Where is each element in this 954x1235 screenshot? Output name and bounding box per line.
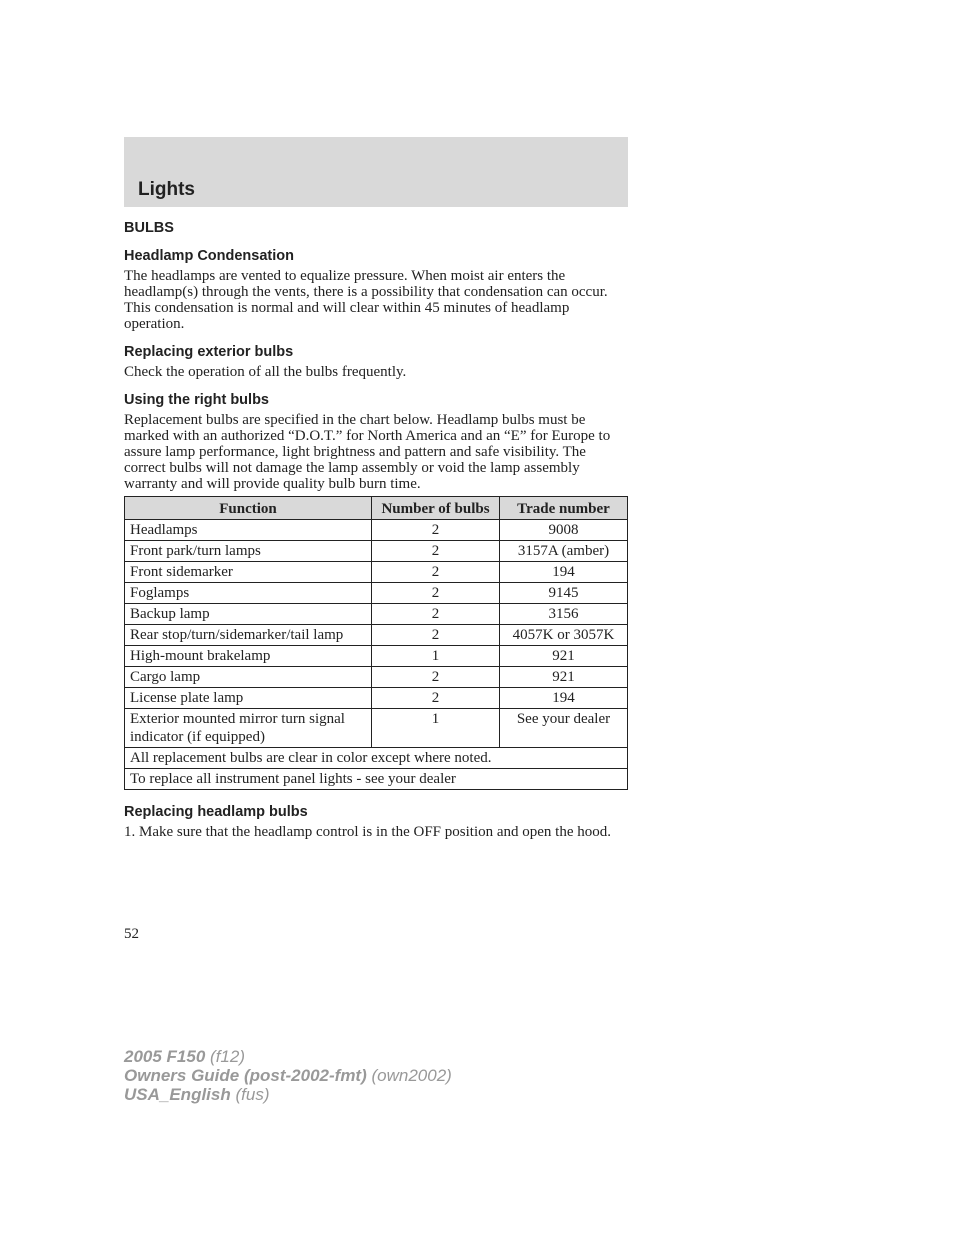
chapter-header — [124, 137, 628, 207]
table-header-row — [125, 497, 628, 520]
cell-function: Exterior mounted mirror turn signal indicator (if equipped) — [125, 709, 372, 748]
cell-function: Foglamps — [125, 583, 372, 604]
cell-number: 2 — [372, 625, 500, 646]
subsection-body: Replacement bulbs are specified in the chart below. Headlamp bulbs must be marked with an authorized “D.O.T.” for North America and an “E” for Europe to assure lamp performance, light brightness and pattern and safe visibility. The correct bulbs will not damage the lamp assembly or void the lamp assembly warranty and will provide quality bulb burn time. — [124, 412, 611, 492]
table-row — [125, 541, 628, 562]
footer-language-code: (fus) — [235, 1085, 270, 1104]
cell-function: Front sidemarker — [125, 562, 372, 583]
subsection-heading: Replacing headlamp bulbs — [124, 804, 308, 820]
page-content — [124, 220, 628, 852]
footer-line — [124, 1085, 452, 1104]
cell-function: Front park/turn lamps — [125, 541, 372, 562]
cell-trade: 921 — [500, 667, 628, 688]
cell-trade: See your dealer — [500, 709, 628, 748]
cell-trade: 3157A (amber) — [500, 541, 628, 562]
table-row — [125, 520, 628, 541]
table-row — [125, 667, 628, 688]
cell-number: 2 — [372, 688, 500, 709]
chapter-title: Lights — [138, 179, 195, 200]
cell-number: 2 — [372, 583, 500, 604]
footer-guide: Owners Guide (post-2002-fmt) — [124, 1066, 367, 1085]
cell-number: 2 — [372, 541, 500, 562]
cell-number: 2 — [372, 520, 500, 541]
cell-trade: 194 — [500, 562, 628, 583]
table-note: All replacement bulbs are clear in color except where noted. — [125, 748, 628, 769]
cell-number: 2 — [372, 562, 500, 583]
subsection-body: The headlamps are vented to equalize pressure. When moist air enters the headlamp(s) through the vents, there is a possibility that condensation can occur. This condensation is normal and will clear within 45 minutes of headlamp operation. — [124, 268, 608, 332]
cell-function: High-mount brakelamp — [125, 646, 372, 667]
cell-function: Rear stop/turn/sidemarker/tail lamp — [125, 625, 372, 646]
document-footer — [124, 1047, 452, 1104]
table-note: To replace all instrument panel lights - see your dealer — [125, 769, 628, 790]
subsection-heading: Replacing exterior bulbs — [124, 344, 294, 360]
footer-guide-code: (own2002) — [371, 1066, 452, 1085]
footer-language: USA_English — [124, 1085, 231, 1104]
table-note-row — [125, 748, 628, 769]
cell-trade: 9008 — [500, 520, 628, 541]
footer-model-code: (f12) — [210, 1047, 245, 1066]
cell-number: 1 — [372, 646, 500, 667]
column-header-trade: Trade number — [500, 497, 628, 520]
bulb-table — [124, 496, 628, 790]
step-text: 1. Make sure that the headlamp control is in the OFF position and open the hood. — [124, 824, 612, 840]
table-note-row — [125, 769, 628, 790]
cell-trade: 3156 — [500, 604, 628, 625]
column-header-number: Number of bulbs — [372, 497, 500, 520]
cell-number: 1 — [372, 709, 500, 748]
subsection-heading: Using the right bulbs — [124, 392, 269, 408]
cell-function: Backup lamp — [125, 604, 372, 625]
cell-trade: 194 — [500, 688, 628, 709]
cell-number: 2 — [372, 667, 500, 688]
table-row — [125, 688, 628, 709]
footer-model: 2005 F150 — [124, 1047, 206, 1066]
subsection-body: Check the operation of all the bulbs frequently. — [124, 364, 407, 380]
cell-number: 2 — [372, 604, 500, 625]
cell-trade: 4057K or 3057K — [500, 625, 628, 646]
subsection-heading: Headlamp Condensation — [124, 248, 294, 264]
cell-function: Cargo lamp — [125, 667, 372, 688]
table-row — [125, 604, 628, 625]
table-row — [125, 562, 628, 583]
section-title: BULBS — [124, 220, 174, 236]
column-header-function: Function — [125, 497, 372, 520]
cell-trade: 921 — [500, 646, 628, 667]
table-row — [125, 583, 628, 604]
footer-line — [124, 1066, 452, 1085]
cell-trade: 9145 — [500, 583, 628, 604]
page-number: 52 — [124, 926, 139, 942]
table-row — [125, 646, 628, 667]
table-row — [125, 625, 628, 646]
cell-function: License plate lamp — [125, 688, 372, 709]
table-row — [125, 709, 628, 748]
footer-line — [124, 1047, 452, 1066]
cell-function: Headlamps — [125, 520, 372, 541]
